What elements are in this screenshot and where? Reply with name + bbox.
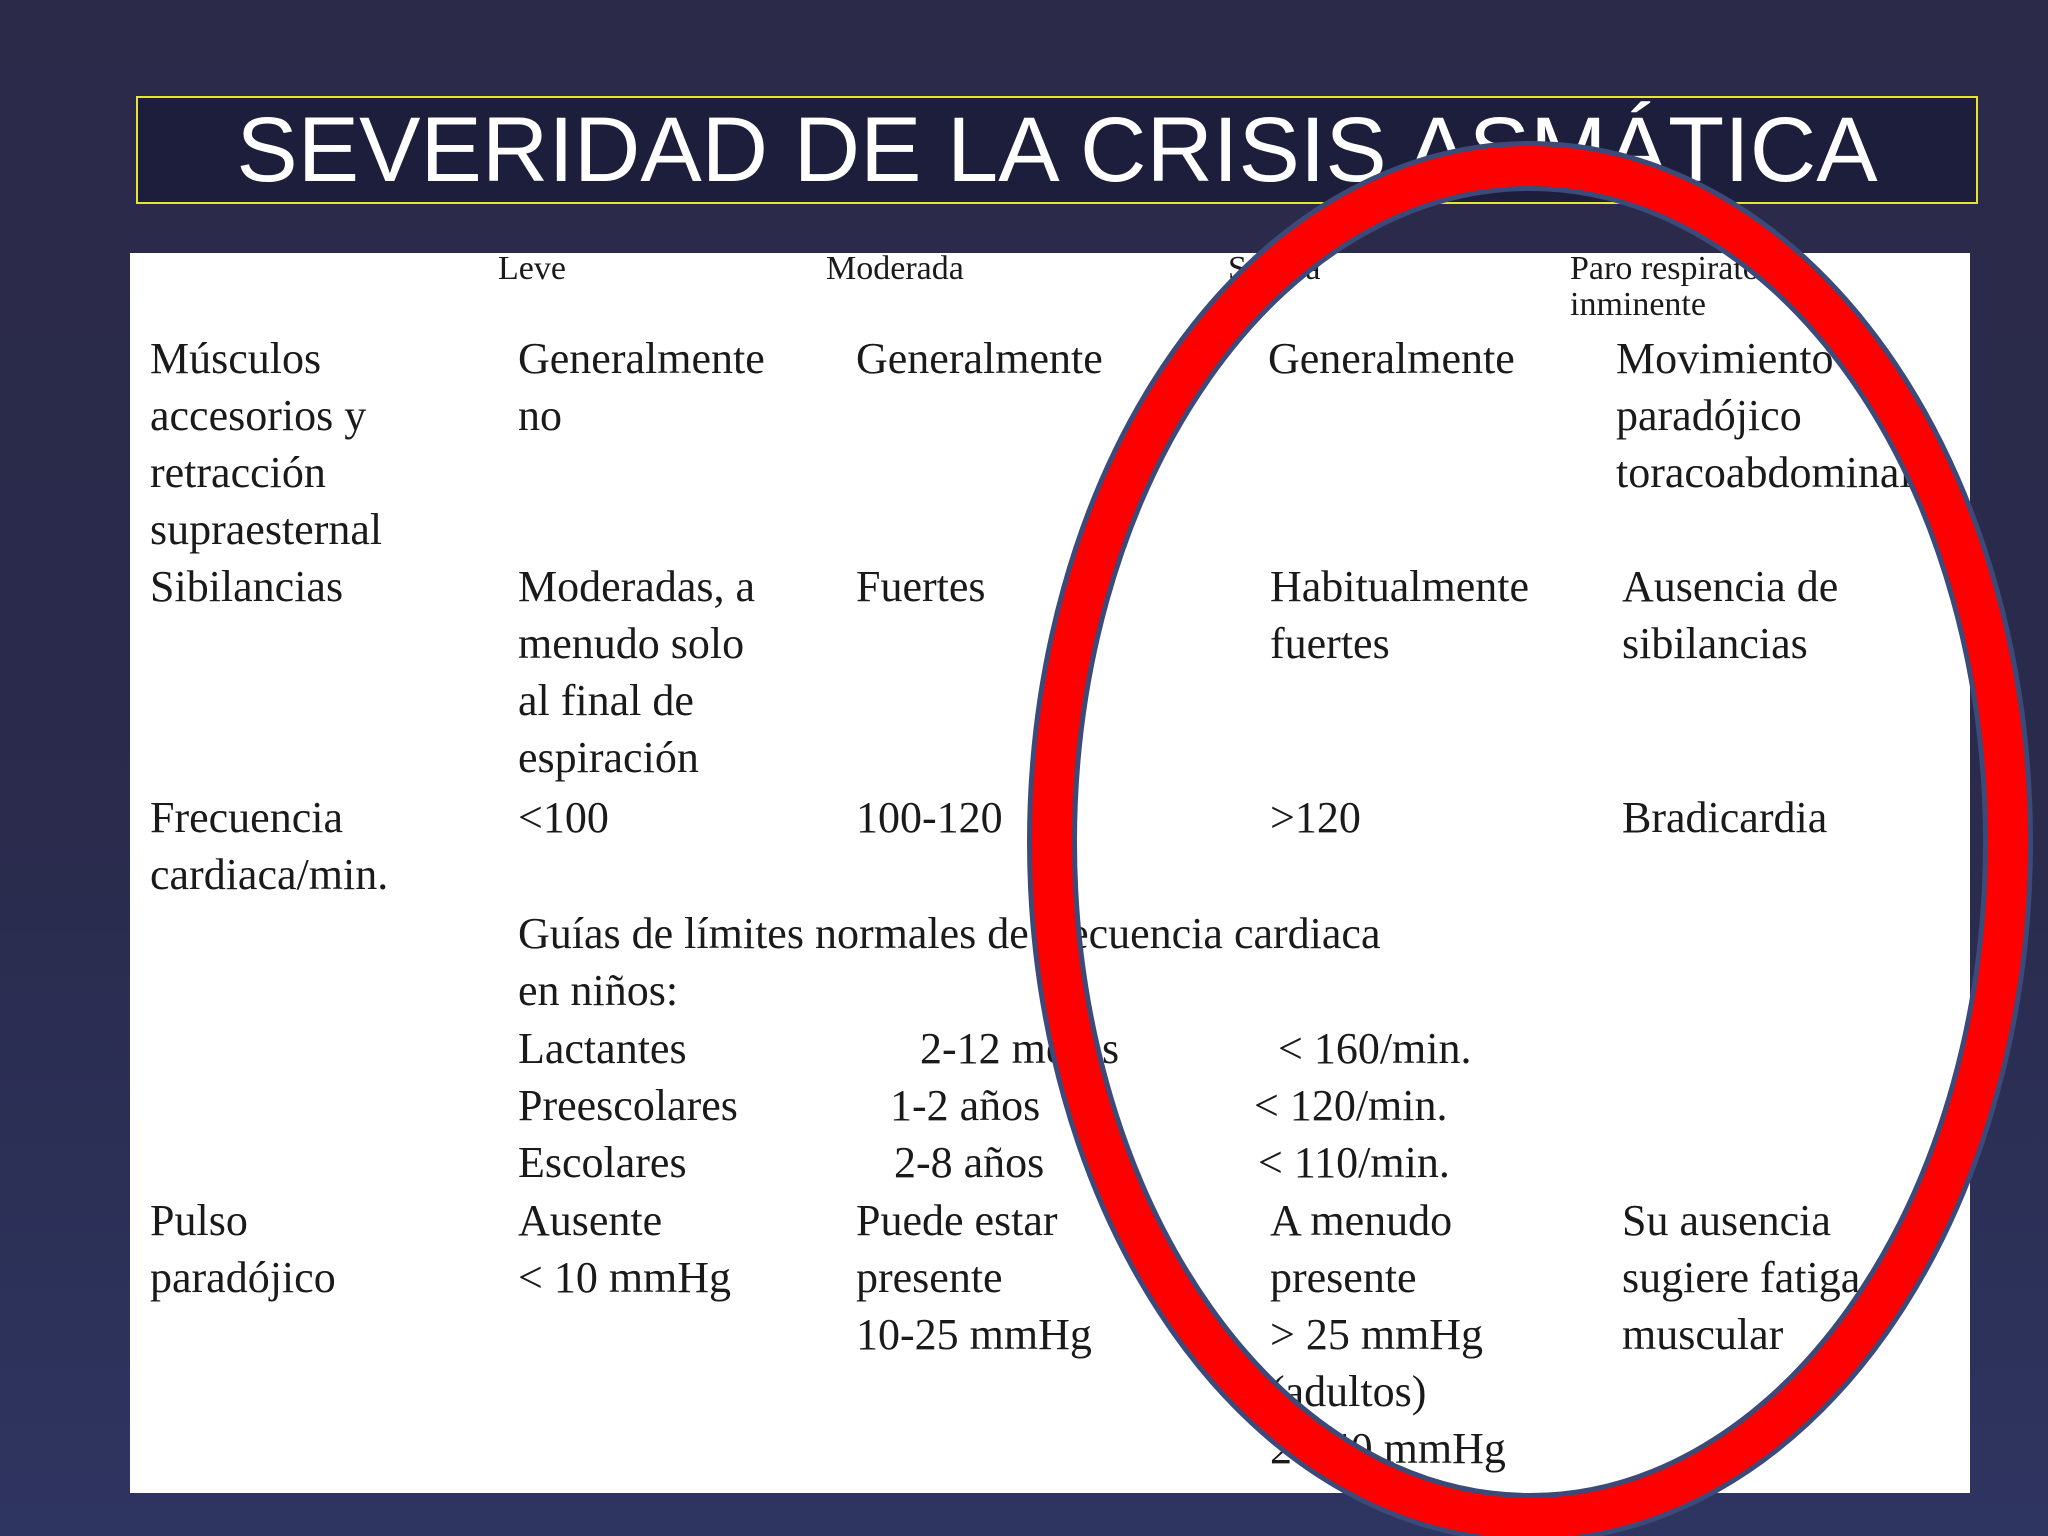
row-label-frecuencia: Frecuencia cardiaca/min.: [150, 793, 389, 899]
guide-age-lactantes: 2-12 meses: [920, 1024, 1120, 1073]
guide-group-lactantes: Lactantes: [518, 1024, 687, 1073]
row-label-sibilancias: Sibilancias: [150, 562, 344, 611]
cell-musculos-severa: Generalmente: [1268, 334, 1515, 383]
column-header-leve: Leve: [498, 250, 566, 287]
guide-heading: Guías de límites normales de frecuencia cardiaca en niños:: [518, 909, 1381, 1015]
column-header-moderada: Moderada: [826, 250, 964, 287]
severity-table: [130, 250, 1970, 1493]
cell-sibilancias-paro: Ausencia de sibilancias: [1622, 562, 1839, 668]
cell-musculos-paro: Movimiento paradójico toracoabdominal: [1616, 334, 1912, 497]
cell-sibilancias-leve: Moderadas, a menudo solo al final de espiración: [518, 562, 756, 782]
row-label-musculos: Músculos accesorios y retracción supraesternal: [150, 334, 383, 554]
guide-age-escolares: 2-8 años: [894, 1138, 1045, 1187]
cell-pulso-severa: A menudo presente > 25 mmHg (adultos) 20-40 mmHg: [1270, 1196, 1506, 1473]
cell-frecuencia-moderada: 100-120: [856, 793, 1003, 842]
guide-group-preescolares: Preescolares: [518, 1081, 738, 1130]
column-header-paro: Paro respiratorio inminente: [1570, 250, 1798, 323]
cell-sibilancias-moderada: Fuertes: [856, 562, 986, 611]
slide-title: SEVERIDAD DE LA CRISIS ASMÁTICA: [236, 99, 1878, 201]
guide-group-escolares: Escolares: [518, 1138, 687, 1187]
cell-musculos-leve: Generalmente no: [518, 334, 765, 440]
cell-sibilancias-severa: Habitualmente fuertes: [1270, 562, 1530, 668]
cell-pulso-paro: Su ausencia sugiere fatiga muscular: [1622, 1196, 1861, 1359]
cell-frecuencia-leve: <100: [518, 793, 609, 842]
guide-limit-lactantes: < 160/min.: [1278, 1024, 1472, 1073]
guide-limit-preescolares: < 120/min.: [1254, 1081, 1448, 1130]
cell-frecuencia-paro: Bradicardia: [1622, 793, 1828, 842]
cell-pulso-leve: Ausente < 10 mmHg: [518, 1196, 732, 1302]
row-label-pulso: Pulso paradójico: [150, 1196, 336, 1302]
cell-frecuencia-severa: >120: [1270, 793, 1361, 842]
title-box: [136, 96, 1978, 204]
guide-age-preescolares: 1-2 años: [890, 1081, 1041, 1130]
cell-pulso-moderada: Puede estar presente 10-25 mmHg: [856, 1196, 1092, 1359]
cell-musculos-moderada: Generalmente: [856, 334, 1103, 383]
column-header-severa: Severa: [1228, 250, 1321, 287]
guide-limit-escolares: < 110/min.: [1258, 1138, 1450, 1187]
